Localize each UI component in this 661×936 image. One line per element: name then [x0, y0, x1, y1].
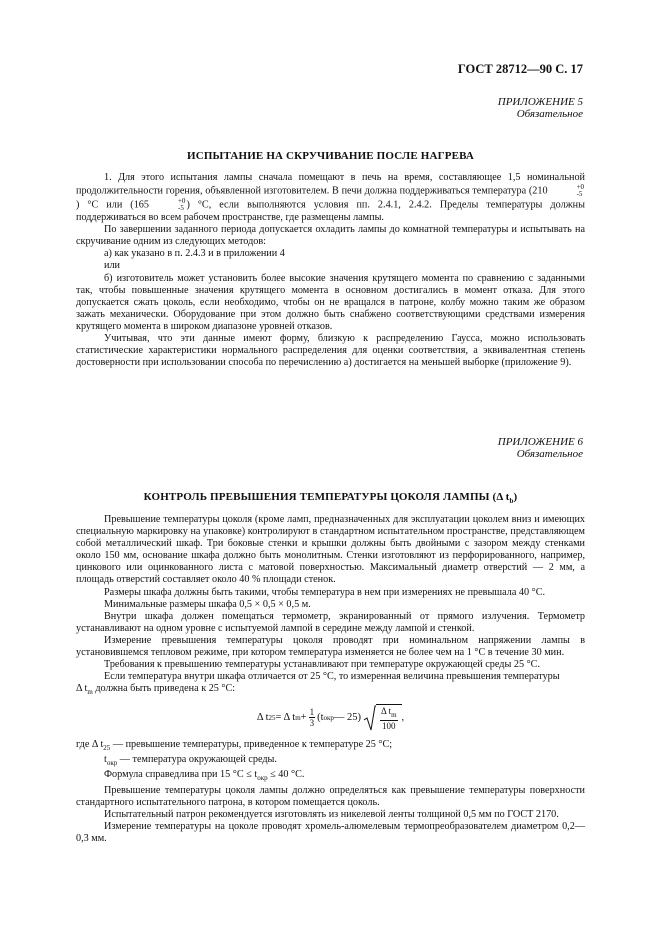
- appendix-5-status: Обязательное: [516, 108, 583, 120]
- paragraph: Учитывая, что эти данные имеют форму, близкую к распределению Гаусса, можно использовать статистические характеристики нормального распределения для оценки соответствия, а эквивалентная степень достоверности при использовании способа по перечислению а) достигается на меньшей выборке (приложение 9).: [76, 333, 585, 369]
- paragraph: Требования к превышению температуры устанавливают при температуре окружающей среды 25 °С.: [104, 659, 541, 671]
- square-root: [364, 704, 402, 731]
- list-item: б) изготовитель может установить более высокие значения крутящего момента по сравнению с заданными так, чтобы повышенные значения крутящего момента в основном достигались в момент отказа. Для этого допускается сжать цоколь, если необходимо, чтобы он не вращался в патроне, колбу можно таким же образом зажать механически. Оборудование при этом должно быть снабжено соответствующими средствами измерения крутящего момента в широком диапазоне уровней отказов.: [76, 272, 585, 332]
- paragraph: Превышение температуры цоколя (кроме ламп, предназначенных для эксплуатации цоколем вниз и имеющих специальную маркировку на упаковке) контролируют в стандартном испытательном пространстве, представляющем собой металлический шкаф. Три боковые стенки и крышки должны быть двойными с зазором между стенками около 150 мм, основание шкафа должно быть монолитным. Стенки изготовляют из перфорированного, например, цинкового или оцинкованного листа с матовой поверхностью. Максимальный диаметр отверстий — 2 мм, а площадь отверстий составляет около 40 % площади стенок.: [76, 514, 585, 586]
- appendix-5-title: ИСПЫТАНИЕ НА СКРУЧИВАНИЕ ПОСЛЕ НАГРЕВА: [187, 150, 474, 162]
- appendix-5-number: ПРИЛОЖЕНИЕ 5: [497, 96, 583, 108]
- paragraph: Δ $t_m$ должна быть приведена к 25 °С:: [76, 683, 236, 697]
- paragraph: По завершении заданного периода допускается охладить лампы до комнатной температуры и испытывать на скручивание одним из следующих методов:: [76, 224, 585, 248]
- radical-sign-icon: [364, 705, 376, 731]
- definition: Формула справедлива при 15 $^\circ С \le t_{окр} \le 40$ °С.: [104, 769, 305, 783]
- paragraph: Внутри шкафа должен помещаться термометр, экранированный от прямого излучения. Термометр устанавливают на одном уровне с испытуемой лампой в середине между лампой и стенкой.: [76, 610, 585, 634]
- appendix-6-label: [498, 436, 583, 460]
- appendix-6-title: КОНТРОЛЬ ПРЕВЫШЕНИЯ ТЕМПЕРАТУРЫ ЦОКОЛЯ ЛАМПЫ (Δ $t_b$): [143, 491, 518, 506]
- appendix-6-number: ПРИЛОЖЕНИЕ 6: [497, 436, 583, 448]
- appendix-6-body: [76, 514, 585, 845]
- fraction: $\frac{\Delta t_m}{100}$: [381, 706, 397, 732]
- paragraph: 1. Для этого испытания лампы сначала помещают в печь на время, составляющее 1,5 номинальной продолжительности горения, объявленной изготовителем. В печи должна поддерживаться температура (210 +0 -5 ) °С или (165 +0 -5 ) °С, если выполняются условия пп. 2.4.1, 2.4.2. Пределы температуры должны поддерживаться во всем рабочем пространстве, где размещены лампы.: [76, 172, 585, 224]
- tolerance: +0 -5: [576, 183, 585, 199]
- paragraph: Размеры шкафа должны быть такими, чтобы температура в нем при измерениях не превышала 40 °С.: [104, 586, 546, 598]
- paragraph: Минимальные размеры шкафа 0,5 × 0,5 × 0,5 м.: [104, 598, 311, 610]
- page-header: ГОСТ 28712—90 С. 17: [457, 62, 583, 76]
- paragraph: Если температура внутри шкафа отличается от 25 °С, то измеренная величина превышения температуры: [104, 671, 560, 683]
- formula: Δ t 25 = Δ t m + $\frac{1}{3}$ (t окр — 25) $\frac{\Delta t_m}{100}$ ,: [256, 706, 405, 732]
- paragraph: Измерение превышения температуры цоколя проводят при номинальном напряжении лампы в установившемся тепловом режиме, при котором температура изменяется не более чем на 1 °С в течение 30 мин.: [76, 634, 585, 659]
- appendix-6-status: Обязательное: [516, 448, 583, 460]
- appendix-5-body: [76, 172, 585, 369]
- fraction: $\frac{1}{3}$: [309, 707, 315, 729]
- list-connector: или: [104, 260, 120, 272]
- paragraph: Превышение температуры цоколя лампы должно определяться как превышение температуры поверхности стандартного испытательного патрона, в котором помещается цоколь.: [76, 784, 585, 808]
- list-item: а) как указано в п. 2.4.3 и в приложении 4: [104, 248, 285, 260]
- paragraph: Измерение температуры на цоколе проводят хромель-алюмелевым термопреобразователем диаметром 0,2—0,3 мм.: [76, 820, 585, 844]
- paragraph: Испытательный патрон рекомендуется изготовлять из никелевой ленты толщиной 0,5 мм по ГОСТ 2170.: [104, 808, 559, 820]
- tolerance: +0 -5: [177, 197, 186, 213]
- appendix-5-label: [498, 96, 583, 120]
- definition: где Δ $t_{25}$ — превышение температуры, приведенное к температуре 25 °С;: [76, 739, 393, 753]
- definition: $t_{окр}$ — температура окружающей среды.: [104, 754, 277, 768]
